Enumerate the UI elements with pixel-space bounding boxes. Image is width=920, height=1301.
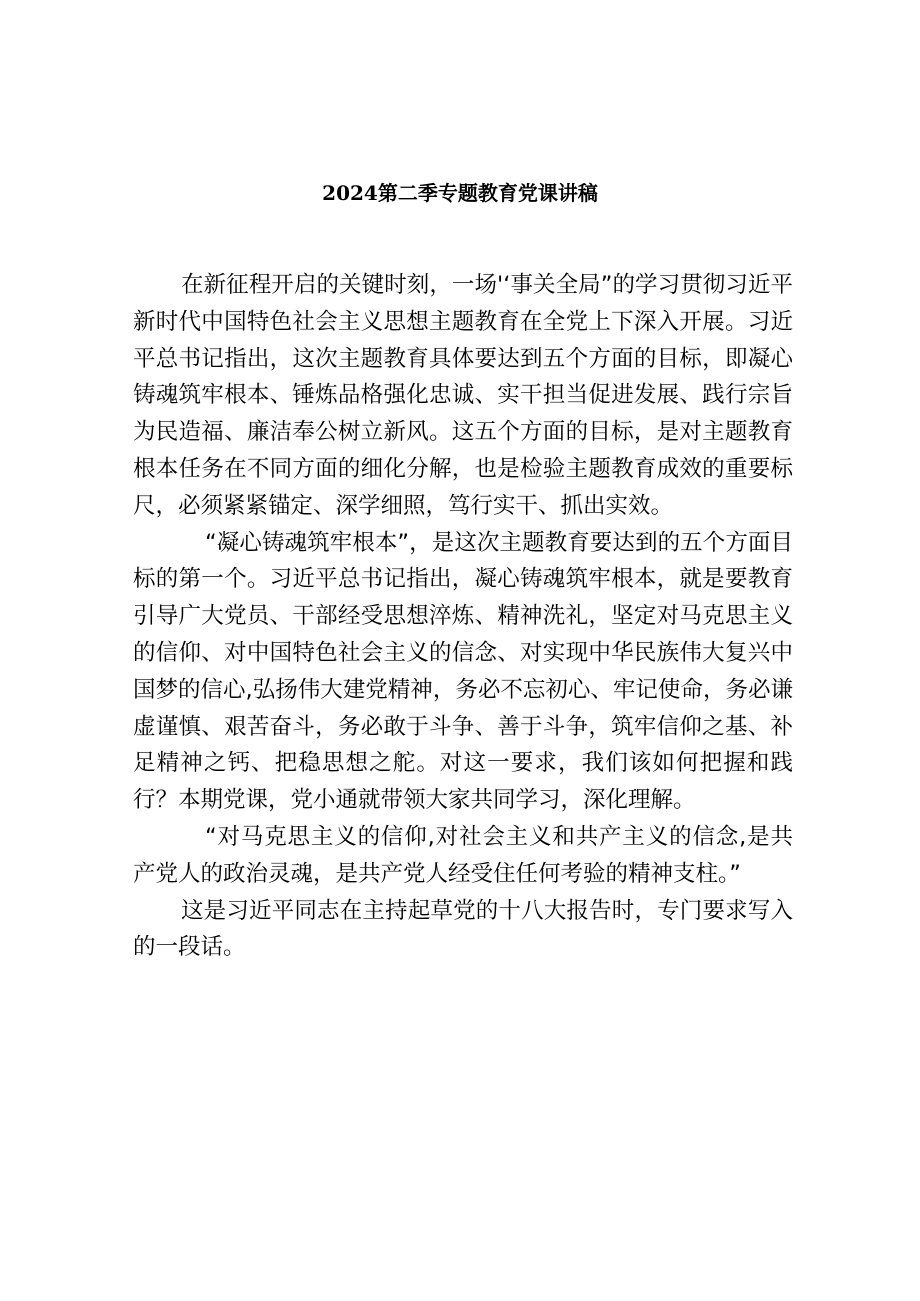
paragraph: 在新征程开启的关键时刻，一场'‘事关全局”的学习贯彻习近平新时代中国特色社会主义思想主题教育在全党上下深入开展。习近平总书记指出，这次主题教育具体要达到五个方面的目标，即凝心铸魂筑牢根本、锤炼品格强化忠诚、实干担当促进发展、践行宗旨为民造福、廉洁奉公树立新风。这五个方面的目标，是对主题教育根本任务在不同方面的细化分解，也是检验主题教育成效的重要标尺，必须紧紧锚定、深学细照，笃行实干、抓出实效。 <box>133 272 793 519</box>
document-body <box>133 267 793 966</box>
paragraph: 这是习近平同志在主持起草党的十八大报告时，专门要求写入的一段话。 <box>133 897 793 961</box>
paragraph: “对马克思主义的信仰,对社会主义和共产主义的信念,是共产党人的政治灵魂，是共产党人经受住任何考验的精神支柱。” <box>133 823 793 887</box>
paragraph: “凝心铸魂筑牢根本”，是这次主题教育要达到的五个方面目标的第一个。习近平总书记指出，凝心铸魂筑牢根本，就是要教育引导广大党员、干部经受思想淬炼、精神洗礼，坚定对马克思主义的信仰、对中国特色社会主义的信念、对实现中华民族伟大复兴中国梦的信心,弘扬伟大建党精神，务必不忘初心、牢记使命，务必谦虚谨慎、艰苦奋斗，务必敢于斗争、善于斗争，筑牢信仰之基、补足精神之钙、把稳思想之舵。对这一要求，我们该如何把握和践行？本期党课，党小通就带领大家共同学习，深化理解。 <box>133 529 793 814</box>
document-title: 2024第二季专题教育党课讲稿 <box>322 181 598 205</box>
